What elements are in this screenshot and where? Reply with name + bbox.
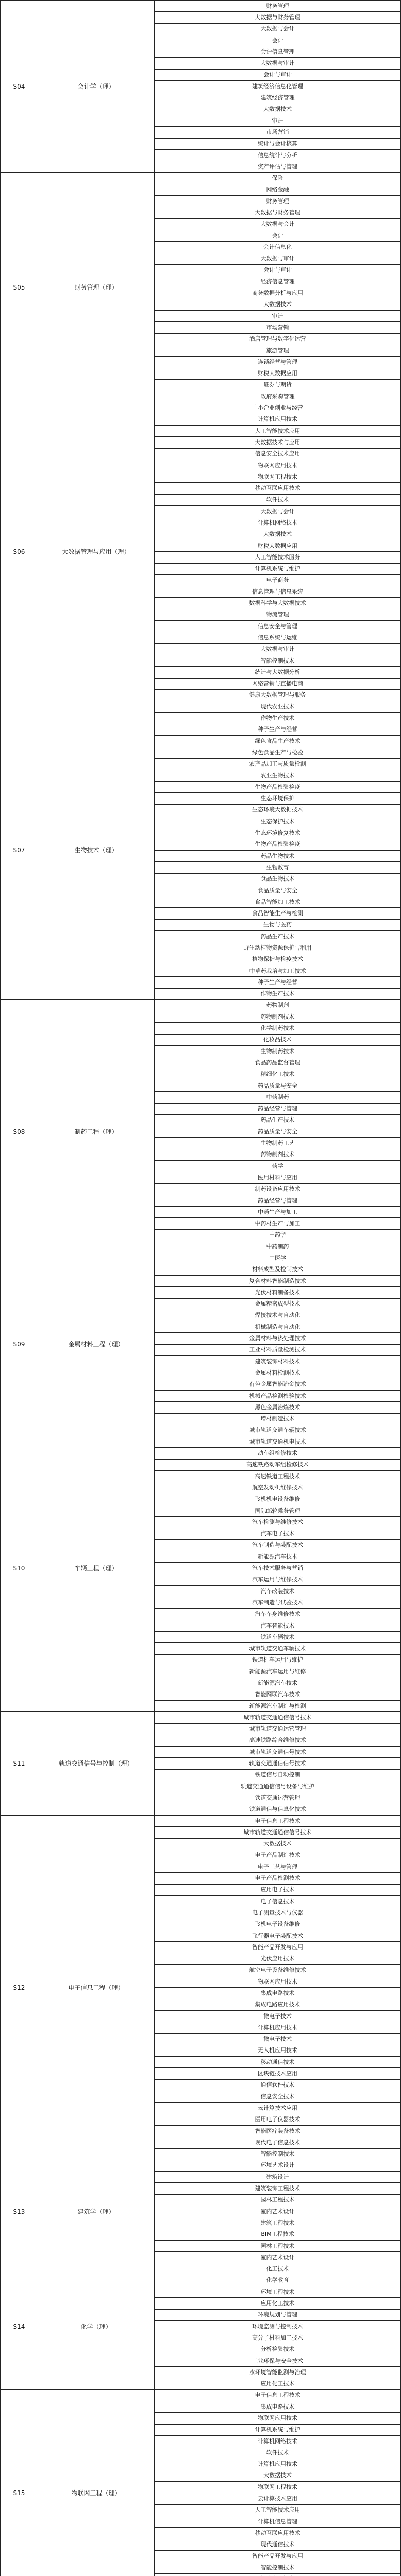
related-major-cell: 现代电子信息技术 [155, 2137, 401, 2148]
program-table-body [1, 1, 401, 2576]
related-major-cell: 铁道信号自动控制 [155, 1769, 401, 1781]
related-major-cell: 大数据技术 [155, 1838, 401, 1850]
related-major-cell: 食品智能加工技术 [155, 896, 401, 908]
related-major-cell: 无人机应用技术 [155, 2045, 401, 2056]
major-name-cell: 财务管理（理） [38, 173, 155, 402]
related-major-cell: 新能源汽车技术 [155, 1677, 401, 1689]
related-major-cell: 农业生物技术 [155, 770, 401, 781]
related-major-cell: 计算机信息管理 [155, 2516, 401, 2528]
related-major-cell: 金属精密成型技术 [155, 1298, 401, 1310]
related-major-cell: 计算机系统与维护 [155, 2424, 401, 2435]
related-major-cell: 飞行器电子装配技术 [155, 1930, 401, 1941]
related-major-cell: 信息安全与管理 [155, 621, 401, 632]
related-major-cell: 大数据与会计 [155, 218, 401, 230]
related-major-cell: 云计算技术应用 [155, 2103, 401, 2114]
major-name-cell: 制药工程（理） [38, 999, 155, 1264]
program-code-cell: S04 [1, 1, 38, 173]
related-major-cell: 大数据技术 [155, 2470, 401, 2481]
related-major-cell: 食品智能生产与检测 [155, 908, 401, 919]
related-major-cell: 智能控制技术 [155, 2148, 401, 2160]
related-major-cell: 新能源汽车技术 [155, 1551, 401, 1563]
related-major-cell: 光伏应用技术 [155, 1953, 401, 1964]
related-major-cell: 数据科学与大数据技术 [155, 598, 401, 609]
related-major-cell: 药品生产技术 [155, 931, 401, 942]
related-major-cell: 智能控制技术 [155, 2562, 401, 2573]
related-major-cell: 新能源汽车制造与检测 [155, 1700, 401, 1711]
table-row [1, 999, 401, 1011]
related-major-cell: 高速铁道工程技术 [155, 1471, 401, 1482]
related-major-cell: 生态保护技术 [155, 816, 401, 827]
related-major-cell: 集成电路技术 [155, 2401, 401, 2413]
related-major-cell: 应用电子技术 [155, 1884, 401, 1895]
table-row [1, 1815, 401, 1826]
related-major-cell: 航空电子设备维修技术 [155, 1964, 401, 1976]
related-major-cell: 信息管理与信息系统 [155, 586, 401, 598]
related-major-cell: 网络金融 [155, 184, 401, 195]
table-row [1, 1, 401, 12]
related-major-cell: 资产评估与管理 [155, 161, 401, 173]
related-major-cell: 环境工程技术 [155, 2286, 401, 2298]
related-major-cell: 飞机电子设备维修 [155, 1919, 401, 1930]
related-major-cell: 会计信息管理 [155, 46, 401, 58]
related-major-cell: 有色金属智能冶金技术 [155, 1379, 401, 1390]
related-major-cell: 移动通信技术 [155, 2057, 401, 2068]
related-major-cell: 区块链技术应用 [155, 2068, 401, 2079]
related-major-cell: 智能产品开发与应用 [155, 2550, 401, 2562]
related-major-cell: 酒店管理与数字化运营 [155, 333, 401, 345]
related-major-cell: 野生动植物资源保护与利用 [155, 942, 401, 954]
related-major-cell: 财税大数据应用 [155, 368, 401, 379]
related-major-cell: 云计算技术应用 [155, 2493, 401, 2504]
related-major-cell: 中药学 [155, 1229, 401, 1241]
related-major-cell: 会计信息化 [155, 242, 401, 253]
related-major-cell: 园林工程技术 [155, 2240, 401, 2251]
related-major-cell: 汽车技术服务与营销 [155, 1563, 401, 1574]
related-major-cell: 工业材料质量检测技术 [155, 1344, 401, 1355]
related-major-cell: 生物制药技术 [155, 1046, 401, 1057]
related-major-cell: 信息统计与分析 [155, 149, 401, 161]
related-major-cell: 国际邮轮乘务管理 [155, 1505, 401, 1516]
related-major-cell: 政府采购管理 [155, 391, 401, 402]
related-major-cell: 建筑装饰材料技术 [155, 1356, 401, 1367]
related-major-cell: 增材制造技术 [155, 1413, 401, 1425]
related-major-cell: 食品药品监督管理 [155, 1057, 401, 1069]
related-major-cell: 轨道交通通信信号技术 [155, 1758, 401, 1769]
related-major-cell: 旅游管理 [155, 345, 401, 356]
related-major-cell: 药品生物技术 [155, 850, 401, 861]
related-major-cell: 建筑设计 [155, 2172, 401, 2183]
related-major-cell: 电子产品检测技术 [155, 1873, 401, 1884]
related-major-cell: 铁道机车运用与维护 [155, 1654, 401, 1666]
major-name-cell: 生物技术（理） [38, 701, 155, 1000]
related-major-cell: 动车组检修技术 [155, 1448, 401, 1459]
related-major-cell: 建筑经济信息化管理 [155, 81, 401, 92]
major-name-cell: 物联网工程（理） [38, 2389, 155, 2576]
related-major-cell: 统计与大数据分析 [155, 667, 401, 678]
related-major-cell: 种子生产与经营 [155, 977, 401, 988]
related-major-cell: 证券与期货 [155, 379, 401, 391]
related-major-cell: 微电子技术 [155, 2010, 401, 2022]
related-major-cell: 化学制药技术 [155, 1023, 401, 1034]
related-major-cell: 人工智能技术服务 [155, 552, 401, 563]
related-major-cell: 物联网应用技术 [155, 460, 401, 471]
related-major-cell: 药品质量与安全 [155, 1126, 401, 1138]
related-major-cell: 连锁经营与管理 [155, 357, 401, 368]
related-major-cell: 农产品加工与质量检测 [155, 758, 401, 770]
related-major-cell: 中药生产与加工 [155, 1207, 401, 1218]
related-major-cell: 大数据与财务管理 [155, 12, 401, 23]
table-row [1, 2389, 401, 2401]
related-major-cell: 大数据技术 [155, 529, 401, 540]
related-major-cell: 汽车电子技术 [155, 1528, 401, 1539]
related-major-cell: 高分子材料加工技术 [155, 2332, 401, 2344]
related-major-cell: 物联网应用技术 [155, 1976, 401, 1988]
table-row [1, 701, 401, 713]
related-major-cell: 药物制剂技术 [155, 1011, 401, 1023]
table-row [1, 2263, 401, 2275]
related-major-cell: 药品质量与安全 [155, 1080, 401, 1091]
related-major-cell: 环境监测与控制技术 [155, 2320, 401, 2332]
related-major-cell: 建筑经济管理 [155, 92, 401, 104]
related-major-cell: 审计 [155, 115, 401, 126]
related-major-cell: 物联网工程技术 [155, 471, 401, 483]
major-name-cell: 会计学（理） [38, 1, 155, 173]
related-major-cell: 会计 [155, 35, 401, 46]
related-major-cell: 轨道交通通信信号设备与维护 [155, 1781, 401, 1792]
related-major-cell: 智能网联汽车技术 [155, 1689, 401, 1700]
related-major-cell: 绿色食品生产技术 [155, 736, 401, 747]
related-major-cell: 建筑工程技术 [155, 2217, 401, 2229]
related-major-cell: 机械产品检测检验技术 [155, 1390, 401, 1401]
related-major-cell: 大数据与会计 [155, 506, 401, 517]
related-major-cell: 生态环境大数据技术 [155, 804, 401, 816]
related-major-cell: 电子商务 [155, 574, 401, 586]
related-major-cell: 食品质量与安全 [155, 885, 401, 896]
related-major-cell: 信息安全技术应用 [155, 448, 401, 460]
related-major-cell: 大数据技术 [155, 299, 401, 310]
related-major-cell: 大数据与会计 [155, 23, 401, 35]
related-major-cell: 大数据与审计 [155, 643, 401, 655]
related-major-cell: 商务数据分析与应用 [155, 287, 401, 299]
related-major-cell: 汽车检测与维修技术 [155, 1517, 401, 1528]
major-name-cell: 金属材料工程（理） [38, 1264, 155, 1425]
related-major-cell: 人工智能技术应用 [155, 425, 401, 436]
related-major-cell: 会计 [155, 230, 401, 241]
related-major-cell: 计算机网络技术 [155, 517, 401, 529]
related-major-cell: 铁道车辆技术 [155, 1632, 401, 1643]
related-major-cell: 会计与审计 [155, 69, 401, 80]
related-major-cell: 财务管理 [155, 1, 401, 12]
related-major-cell: 大数据与审计 [155, 253, 401, 264]
related-major-cell: 市场营销 [155, 127, 401, 138]
table-row [1, 173, 401, 184]
related-major-cell: 材料成型及控制技术 [155, 1264, 401, 1275]
related-major-cell: 焊接技术与自动化 [155, 1310, 401, 1321]
related-major-cell: 大数据技术 [155, 104, 401, 115]
related-major-cell: 生态环境修复技术 [155, 827, 401, 839]
related-major-cell: 飞机机电设备维修 [155, 1494, 401, 1505]
related-major-cell: 城市轨道交通通信信号技术 [155, 1712, 401, 1723]
related-major-cell: 计算机系统与维护 [155, 563, 401, 574]
related-major-cell: 高速铁路综合维修技术 [155, 1735, 401, 1746]
table-row [1, 2160, 401, 2171]
related-major-cell: 会计与审计 [155, 264, 401, 276]
related-major-cell: 城市轨道交通运营管理 [155, 1723, 401, 1735]
related-major-cell: 城市轨道交通信号技术 [155, 1747, 401, 1758]
related-major-cell: 作物生产技术 [155, 988, 401, 999]
related-major-cell: 食品生物技术 [155, 873, 401, 885]
related-major-cell: 现代通信技术 [155, 2539, 401, 2550]
major-name-cell: 建筑学（理） [38, 2160, 155, 2263]
related-major-cell: 高速铁路动车组检修技术 [155, 1459, 401, 1470]
related-major-cell: 汽车智能技术 [155, 1620, 401, 1631]
related-major-cell: 软件技术 [155, 2447, 401, 2459]
related-major-cell: 中药材生产与加工 [155, 1218, 401, 1229]
related-major-cell: 中药制药 [155, 1241, 401, 1252]
related-major-cell: 现代农业技术 [155, 701, 401, 713]
major-name-cell: 车辆工程（理） [38, 1425, 155, 1711]
related-major-cell: 经济信息管理 [155, 276, 401, 287]
related-major-cell: 环境艺术设计 [155, 2160, 401, 2171]
related-major-cell: 信息系统与运维 [155, 632, 401, 643]
related-major-cell: 信息安全技术 [155, 2091, 401, 2103]
related-major-cell: 财务管理 [155, 196, 401, 207]
table-row [1, 1712, 401, 1723]
related-major-cell: 药品经营与管理 [155, 1103, 401, 1114]
related-major-cell: 电子工艺与管理 [155, 1861, 401, 1873]
related-major-cell: 大数据技术与应用 [155, 437, 401, 448]
table-row [1, 402, 401, 414]
related-major-cell: 环境规划与管理 [155, 2309, 401, 2320]
major-name-cell: 电子信息工程（理） [38, 1815, 155, 2160]
related-major-cell: 统计与会计核算 [155, 138, 401, 149]
related-major-cell: 城市轨道交通车辆技术 [155, 1425, 401, 1436]
program-code-cell: S06 [1, 402, 38, 701]
related-major-cell: 财税大数据应用 [155, 540, 401, 551]
program-code-cell: S15 [1, 2389, 38, 2576]
related-major-cell: 绿色食品生产与检验 [155, 747, 401, 758]
related-major-cell: 计算机应用技术 [155, 2459, 401, 2470]
related-major-cell: 电子信息工程技术 [155, 2389, 401, 2401]
related-major-cell: 植物保护与检疫技术 [155, 954, 401, 965]
related-major-cell: 新能源汽车运用与维修 [155, 1666, 401, 1677]
table-row [1, 1425, 401, 1436]
program-code-cell: S10 [1, 1425, 38, 1711]
related-major-cell: 物联网工程技术 [155, 2482, 401, 2493]
related-major-cell: 种子生产与经营 [155, 724, 401, 735]
related-major-cell: 城市轨道交通通信信号技术 [155, 1827, 401, 1838]
related-major-cell: 航空发动机维修技术 [155, 1482, 401, 1494]
related-major-cell: 物流管理 [155, 609, 401, 620]
related-major-cell: 通信软件技术 [155, 2079, 401, 2091]
program-code-cell: S07 [1, 701, 38, 1000]
related-major-cell: 复合材料智能制造技术 [155, 1275, 401, 1286]
related-major-cell: 人工智能技术应用 [155, 2504, 401, 2516]
program-code-cell: S12 [1, 1815, 38, 2160]
table-row [1, 1264, 401, 1275]
related-major-cell: 药品生产技术 [155, 1114, 401, 1126]
related-major-cell: 化学教育 [155, 2275, 401, 2286]
related-major-cell: 园林工程技术 [155, 2194, 401, 2206]
related-major-cell: 智能医疗装备技术 [155, 2125, 401, 2137]
related-major-cell: 计算机应用技术 [155, 2022, 401, 2033]
related-major-cell: 生物与医药 [155, 919, 401, 930]
related-major-cell: 建筑装饰工程技术 [155, 2183, 401, 2194]
related-major-cell: 计算机应用技术 [155, 414, 401, 425]
related-major-cell: 生物产品检验检疫 [155, 839, 401, 850]
related-major-cell: 室内艺术设计 [155, 2252, 401, 2263]
related-major-cell: 移动互联应用技术 [155, 2528, 401, 2539]
related-major-cell: 汽车改装技术 [155, 1585, 401, 1597]
program-code-cell: S05 [1, 173, 38, 402]
program-code-cell: S09 [1, 1264, 38, 1425]
related-major-cell: 精细化工技术 [155, 1069, 401, 1080]
related-major-cell: 软件技术 [155, 494, 401, 505]
related-major-cell: 室内艺术设计 [155, 2206, 401, 2217]
related-major-cell: 生物教育 [155, 862, 401, 873]
related-major-cell: 铁道通信与信息化技术 [155, 1804, 401, 1815]
related-major-cell: 电子信息技术 [155, 1895, 401, 1907]
related-major-cell: 市场营销 [155, 322, 401, 333]
related-major-cell: 集成电路应用技术 [155, 1999, 401, 2010]
major-name-cell: 大数据管理与应用（理） [38, 402, 155, 701]
related-major-cell: 生物制药工艺 [155, 1138, 401, 1149]
related-major-cell: 城市轨道交通车辆技术 [155, 1643, 401, 1654]
related-major-cell: 汽车运用与维修技术 [155, 1574, 401, 1585]
related-major-cell: 智能产品开发与应用 [155, 1942, 401, 1953]
related-major-cell: 金属材料与热处理技术 [155, 1333, 401, 1344]
related-major-cell: 制药设备应用技术 [155, 1183, 401, 1195]
related-major-cell: 光伏材料制备技术 [155, 1287, 401, 1298]
related-major-cell: 审计 [155, 311, 401, 322]
related-major-cell: 汽车制造与试验技术 [155, 1597, 401, 1608]
related-major-cell: 黑色金属冶炼技术 [155, 1402, 401, 1413]
related-major-cell: 应用化工技术 [155, 2378, 401, 2389]
related-major-cell: 计算机网络技术 [155, 2435, 401, 2447]
related-major-cell: 药品经营与管理 [155, 1195, 401, 1206]
related-major-cell: 工业环保与安全技术 [155, 2355, 401, 2366]
related-major-cell: 中小企业创业与经营 [155, 402, 401, 414]
related-major-cell: 化妆品技术 [155, 1034, 401, 1045]
program-code-cell: S08 [1, 999, 38, 1264]
related-major-cell: 中医学 [155, 1252, 401, 1264]
related-major-cell: 药物制剂 [155, 999, 401, 1011]
related-major-cell: 应用化工技术 [155, 2298, 401, 2309]
related-major-cell: 水环境智能监测与治理 [155, 2367, 401, 2378]
related-major-cell: 健康大数据管理与服务 [155, 689, 401, 701]
related-major-cell: 物联网应用技术 [155, 2413, 401, 2424]
major-name-cell: 化学（理） [38, 2263, 155, 2389]
program-code-cell: S11 [1, 1712, 38, 1816]
related-major-cell: 化工技术 [155, 2263, 401, 2275]
related-major-cell: 分析检验技术 [155, 2344, 401, 2355]
related-major-cell: 汽车制造与装配技术 [155, 1539, 401, 1551]
related-major-cell: 电子产品制造技术 [155, 1850, 401, 1861]
related-major-cell: 医用电子仪器技术 [155, 2114, 401, 2125]
related-major-cell: 医用材料与应用 [155, 1172, 401, 1183]
related-major-cell: 保险 [155, 173, 401, 184]
related-major-cell: 生态环境保护 [155, 793, 401, 804]
related-major-cell: 中药制药 [155, 1092, 401, 1103]
related-major-cell: 城市轨道交通机电技术 [155, 1436, 401, 1448]
related-major-cell: 生物产品检验检疫 [155, 782, 401, 793]
related-major-cell: 微电子技术 [155, 2033, 401, 2045]
major-name-cell: 轨道交通信号与控制（理） [38, 1712, 155, 1816]
related-major-cell: 电子信息工程技术 [155, 1815, 401, 1826]
related-major-cell: 网络营销与直播电商 [155, 678, 401, 689]
related-major-cell: 汽车车身维修技术 [155, 1608, 401, 1620]
related-major-cell: 电子测量技术与仪器 [155, 1907, 401, 1919]
related-major-cell: 大数据与财务管理 [155, 207, 401, 218]
related-major-cell: BIM工程技术 [155, 2229, 401, 2240]
program-code-cell: S14 [1, 2263, 38, 2389]
related-major-cell: 中草药栽培与加工技术 [155, 965, 401, 976]
related-major-cell: 作物生产技术 [155, 713, 401, 724]
related-major-cell [155, 2573, 401, 2576]
related-major-cell: 金属材料检测技术 [155, 1367, 401, 1379]
related-major-cell: 机械制造与自动化 [155, 1321, 401, 1333]
related-major-cell: 智能控制技术 [155, 655, 401, 666]
related-major-cell: 大数据与审计 [155, 58, 401, 69]
related-major-cell: 移动互联应用技术 [155, 483, 401, 494]
related-major-cell: 药学 [155, 1160, 401, 1172]
program-code-cell: S13 [1, 2160, 38, 2263]
related-major-cell: 铁道交通运营管理 [155, 1792, 401, 1804]
related-major-cell: 集成电路技术 [155, 1988, 401, 1999]
related-major-cell: 药物制剂技术 [155, 1149, 401, 1160]
